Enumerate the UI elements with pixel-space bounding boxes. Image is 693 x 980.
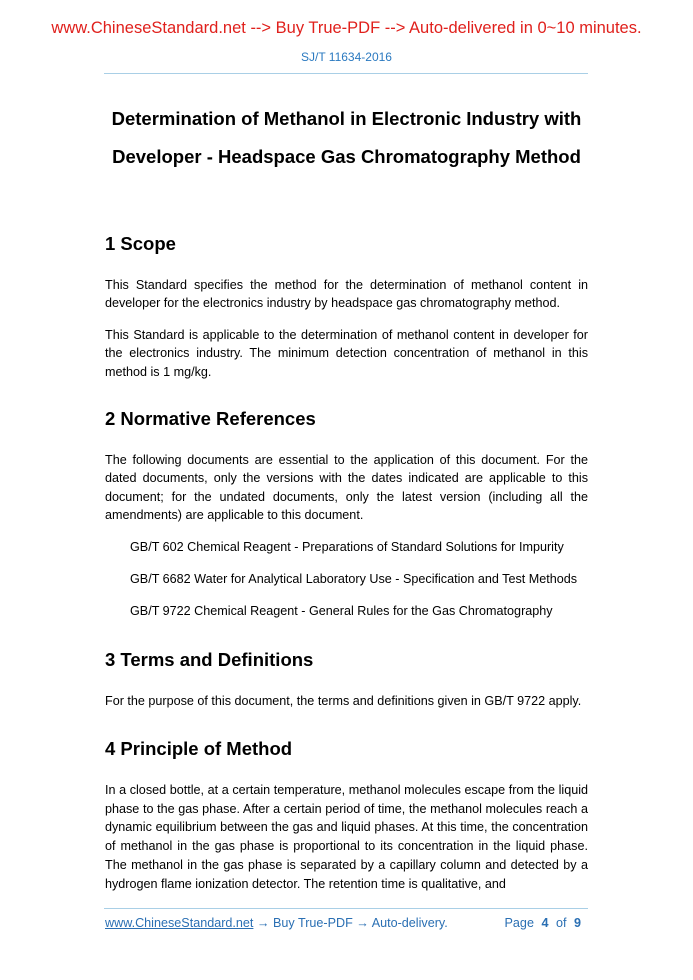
paragraph: The following documents are essential to the application of this document. For the dated documents, only the versions with the dates indicated are applicable to this document; for the undated documents, only the latest version (including all the amendments) are applicable to this document. <box>105 453 588 522</box>
title-line-1: Determination of Methanol in Electronic Industry with <box>111 108 582 129</box>
footer-divider <box>104 908 588 909</box>
page-indicator <box>505 916 585 930</box>
section-heading-terms: 3 Terms and Definitions <box>105 649 314 670</box>
page-current: 4 <box>541 916 549 930</box>
reference-item: GB/T 602 Chemical Reagent - Preparations of Standard Solutions for Impurity <box>130 540 564 554</box>
section-heading-normative-references: 2 Normative References <box>105 408 316 429</box>
of-label: of <box>555 916 567 930</box>
paragraph: For the purpose of this document, the terms and definitions given in GB/T 9722 apply. <box>105 694 582 708</box>
promo-banner[interactable]: www.ChineseStandard.net --> Buy True-PDF --> Auto-delivered in 0~10 minutes. <box>51 19 642 37</box>
paragraph: This Standard is applicable to the determination of methanol content in developer for the electronics industry. The minimum detection concentration of methanol in this method is 1 mg/kg. <box>105 328 588 379</box>
reference-item: GB/T 6682 Water for Analytical Laboratory Use - Specification and Test Methods <box>130 572 578 586</box>
paragraph: This Standard specifies the method for the determination of methanol content in developer for the electronics industry by headspace gas chromatography method. <box>105 278 588 311</box>
page-label: Page <box>504 916 534 930</box>
footer-link[interactable]: www.ChineseStandard.net <box>105 916 254 930</box>
title-line-2: Developer - Headspace Gas Chromatography Method <box>112 146 581 167</box>
section-heading-scope: 1 Scope <box>105 233 176 254</box>
reference-item: GB/T 9722 Chemical Reagent - General Rules for the Gas Chromatography <box>130 604 553 618</box>
document-number: SJ/T 11634-2016 <box>301 50 392 64</box>
footer-text: → Buy True-PDF → Auto-delivery. <box>253 916 448 930</box>
document-title <box>90 100 603 176</box>
section-heading-principle: 4 Principle of Method <box>105 738 293 759</box>
paragraph: In a closed bottle, at a certain temperature, methanol molecules escape from the liquid phase to the gas phase. After a certain period of time, the methanol molecules reach a dynamic equilibrium between the gas and liquid phases. At this time, the concentration of methanol in the gas phase is proportional to its concentration in the liquid phase. The methanol in the gas phase is separated by a capillary column and detected by a hydrogen flame ionization detector. The retention time is qualitative, and <box>105 783 588 891</box>
page-total: 9 <box>573 916 581 930</box>
header-divider <box>104 73 588 74</box>
footer <box>105 916 589 930</box>
